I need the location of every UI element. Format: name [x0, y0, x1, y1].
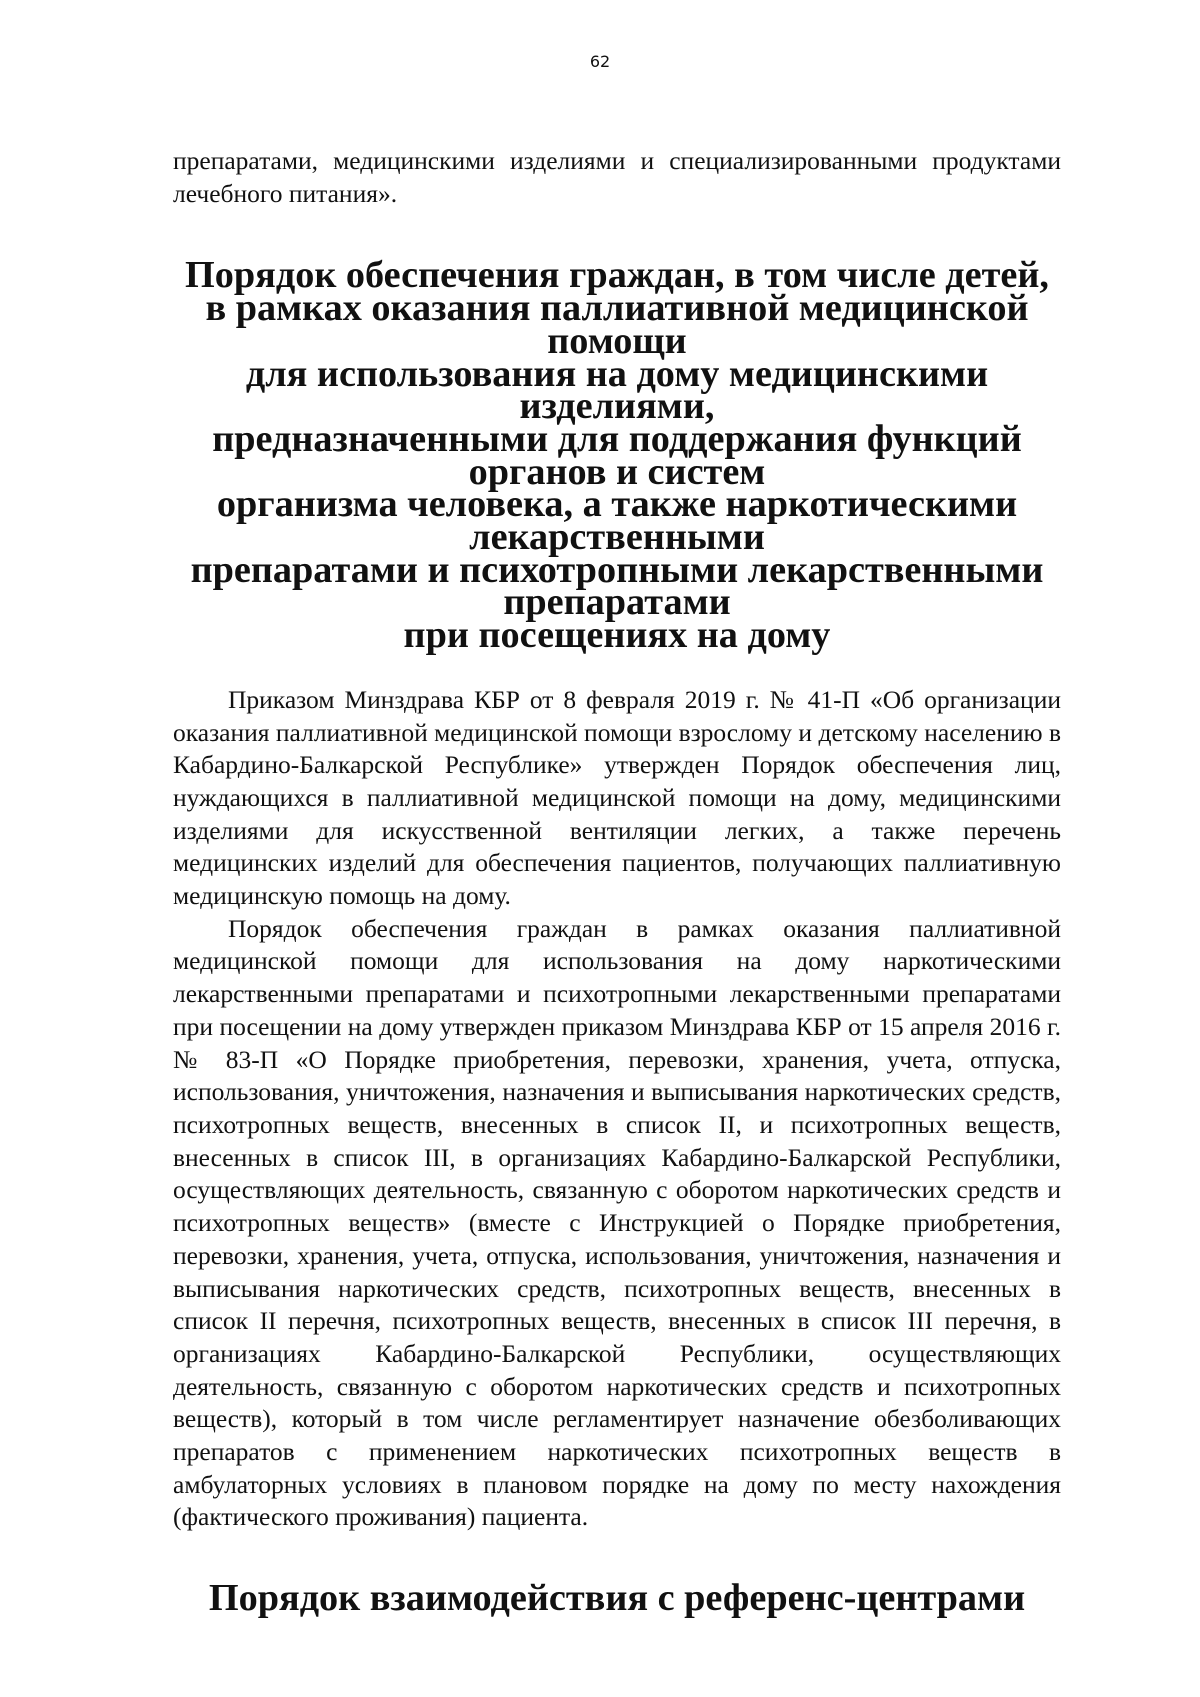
heading-line: при посещениях на дому — [403, 614, 831, 657]
heading-line: для использования на дому медицинскими изделиями, — [245, 352, 989, 428]
document-body — [173, 145, 1061, 1620]
heading-line: предназначенными для поддержания функций органов и систем — [212, 417, 1022, 493]
section-heading-palliative — [173, 254, 1061, 657]
heading-line: в рамках оказания паллиативной медицинской помощи — [205, 287, 1029, 362]
body-paragraph-order-41p: Приказом Минздрава КБР от 8 февраля 2019 г. № 41-П «Об организации оказания паллиативной медицинской помощи взрослому и детскому населению в Кабардино-Балкарской Республике» утвержден Порядок обеспечения лиц, нуждающихся в паллиативной медицинской помощи на дому, медицинскими изделиями для искусственной вентиляции легких, а также перечень медицинских изделий для обеспечения пациентов, получающих паллиативную медицинскую помощь на дому. — [173, 684, 1061, 911]
intro-paragraph: препаратами, медицинскими изделиями и специализированными продуктами лечебного питания». — [173, 146, 1061, 208]
heading-line: препаратами и психотропными лекарственными препаратами — [190, 548, 1044, 624]
body-paragraph-order-83p: Порядок обеспечения граждан в рамках оказания паллиативной медицинской помощи для использования на дому наркотическими лекарственными препаратами и психотропными лекарственными препаратами при посещении на дому утвержден приказом Минздрава КБР от 15 апреля 2016 г. № 83-П «О Порядке приобретения, перевозки, хранения, учета, отпуска, использования, уничтожения, назначения и выписывания наркотических средств, психотропных веществ, внесенных в список II, и психотропных веществ, внесенных в список III, в организациях Кабардино-Балкарской Республики, осуществляющих деятельность, связанную с оборотом наркотических средств и психотропных веществ» (вместе с Инструкцией о Порядке приобретения, перевозки, хранения, учета, отпуска, использования, уничтожения, назначения и выписывания наркотических средств, психотропных веществ, внесенных в список II перечня, психотропных веществ, внесенных в список III перечня, в организациях Кабардино-Балкарской Республики, осуществляющих деятельность, связанную с оборотом наркотических средств и психотропных веществ), который в том числе регламентирует назначение обезболивающих препаратов с применением наркотических психотропных веществ в амбулаторных условиях в плановом порядке на дому по месту нахождения (фактического проживания) пациента. — [173, 913, 1061, 1532]
heading-line: Порядок обеспечения граждан, в том числе детей, — [185, 254, 1049, 297]
section-heading-reference-centers: Порядок взаимодействия с референс-центрами — [208, 1577, 1026, 1620]
heading-line: организма человека, а также наркотическими лекарственными — [216, 483, 1018, 559]
page-number: 62 — [589, 52, 611, 71]
